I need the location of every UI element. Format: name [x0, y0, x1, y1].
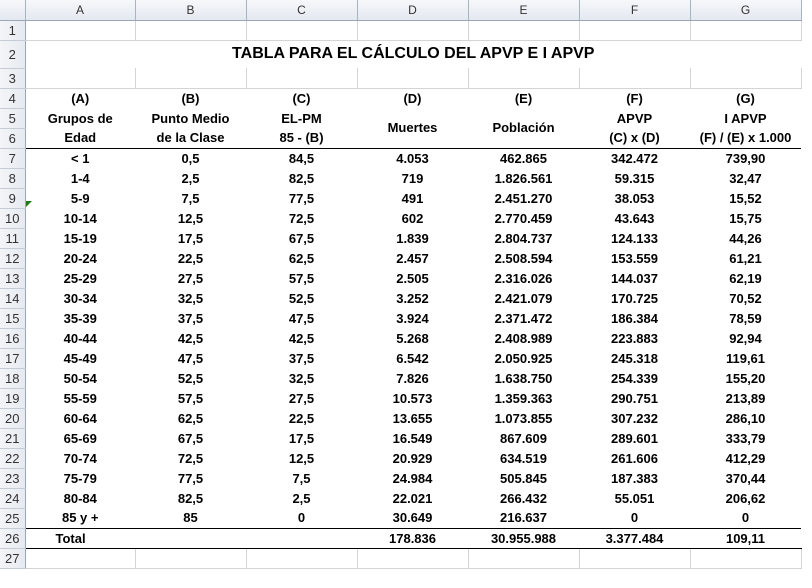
data-cell[interactable]: 2.770.459 [494, 210, 553, 226]
sheet-row [0, 288, 801, 308]
data-cell[interactable]: 2,5 [181, 170, 200, 186]
data-cell[interactable]: 370,44 [725, 470, 766, 486]
sheet-row [0, 40, 801, 68]
data-cell[interactable]: 170.725 [611, 290, 658, 306]
column-header-c[interactable]: C [246, 0, 357, 20]
row-header[interactable]: 6 [0, 128, 25, 148]
empty-cell[interactable] [357, 20, 468, 40]
total-label[interactable]: Total [25, 528, 135, 548]
data-cell[interactable]: 37,5 [177, 310, 204, 326]
data-cell[interactable]: 12,5 [177, 210, 204, 226]
data-cell[interactable]: 119,61 [725, 350, 766, 366]
header-cell[interactable]: (D) [357, 88, 468, 108]
empty-cell[interactable] [357, 68, 468, 88]
data-cell[interactable]: 85 y + [61, 510, 99, 526]
data-cell[interactable]: 7,5 [292, 470, 311, 486]
data-cell[interactable]: 30.649 [392, 510, 433, 526]
header-cell[interactable]: de la Clase [135, 128, 246, 148]
empty-cell[interactable] [579, 548, 690, 568]
data-cell[interactable]: 30-34 [63, 290, 97, 306]
data-cell[interactable]: 84,5 [288, 150, 315, 166]
header-cell[interactable]: Muertes [357, 108, 468, 148]
empty-cell[interactable] [25, 68, 135, 88]
sheet-row [0, 488, 801, 508]
sheet-row [0, 308, 801, 328]
data-cell[interactable]: 2.505 [396, 270, 429, 286]
row-header[interactable]: 16 [0, 328, 25, 348]
data-cell[interactable]: 40-44 [63, 330, 97, 346]
data-cell[interactable]: 55-59 [63, 390, 97, 406]
empty-cell[interactable] [690, 68, 801, 88]
header-cell[interactable]: (G) [690, 88, 801, 108]
data-cell[interactable]: 1-4 [70, 170, 90, 186]
data-cell[interactable]: 17,5 [177, 230, 204, 246]
data-cell[interactable]: 505.845 [500, 470, 547, 486]
data-cell[interactable]: 342.472 [611, 150, 658, 166]
data-cell[interactable]: 47,5 [288, 310, 315, 326]
sheet-row [0, 148, 801, 168]
column-header-b[interactable]: B [135, 0, 246, 20]
column-header-e[interactable]: E [468, 0, 579, 20]
data-cell[interactable]: 5-9 [70, 190, 90, 206]
row-header[interactable]: 1 [0, 20, 25, 40]
empty-cell[interactable] [246, 68, 357, 88]
data-cell[interactable]: 187.383 [611, 470, 658, 486]
data-cell[interactable]: 2.408.989 [494, 330, 553, 346]
row-header[interactable]: 3 [0, 68, 25, 88]
sheet-row [0, 188, 801, 208]
header-cell[interactable]: EL-PM [281, 110, 322, 126]
data-cell[interactable]: 206,62 [725, 490, 766, 506]
data-cell[interactable]: 223.883 [611, 330, 658, 346]
column-header-row [0, 0, 801, 20]
data-cell[interactable]: 78,59 [729, 310, 762, 326]
data-cell[interactable]: 55.051 [614, 490, 655, 506]
data-cell[interactable]: 186.384 [611, 310, 658, 326]
data-cell[interactable]: 57,5 [177, 390, 204, 406]
sheet-row [0, 408, 801, 428]
data-cell[interactable]: 77,5 [288, 190, 315, 206]
data-cell[interactable]: 213,89 [725, 390, 766, 406]
total-cell[interactable]: 178.836 [357, 528, 468, 548]
data-cell[interactable]: 4.053 [396, 150, 429, 166]
header-cell[interactable]: (C) x (D) [579, 128, 690, 148]
empty-cell[interactable] [690, 20, 801, 40]
row-header[interactable]: 20 [0, 408, 25, 428]
data-cell[interactable]: 124.133 [611, 230, 658, 246]
row-header[interactable]: 18 [0, 368, 25, 388]
column-header-d[interactable]: D [357, 0, 468, 20]
data-cell[interactable]: 602 [401, 210, 424, 226]
sheet-row [0, 368, 801, 388]
sheet-row [0, 528, 801, 548]
data-cell[interactable]: 32,5 [177, 290, 204, 306]
empty-cell[interactable] [579, 20, 690, 40]
data-cell[interactable]: 0,5 [181, 150, 200, 166]
data-cell[interactable]: 70,52 [729, 290, 762, 306]
header-cell[interactable]: I APVP [724, 110, 767, 126]
data-cell[interactable]: 52,5 [288, 290, 315, 306]
empty-cell[interactable] [25, 20, 135, 40]
data-cell[interactable]: 491 [401, 190, 424, 206]
data-cell[interactable]: 2.421.079 [494, 290, 553, 306]
sheet-row [0, 348, 801, 368]
row-header[interactable]: 5 [0, 108, 25, 128]
empty-cell[interactable] [246, 548, 357, 568]
sheet-row [0, 228, 801, 248]
row-header[interactable]: 15 [0, 308, 25, 328]
total-cell[interactable]: 3.377.484 [579, 528, 690, 548]
total-cell[interactable]: 30.955.988 [468, 528, 579, 548]
data-cell[interactable]: 216.637 [500, 510, 547, 526]
data-cell[interactable]: 38.053 [614, 190, 655, 206]
data-cell[interactable]: 1.359.363 [494, 390, 553, 406]
data-cell[interactable]: 25-29 [63, 270, 97, 286]
data-cell[interactable]: 0 [630, 510, 639, 526]
data-cell[interactable]: 22.021 [392, 490, 433, 506]
data-cell[interactable]: 72,5 [177, 450, 204, 466]
row-header[interactable]: 22 [0, 448, 25, 468]
row-header[interactable]: 9 [0, 188, 25, 208]
data-cell[interactable]: 62,19 [729, 270, 762, 286]
column-header-a[interactable]: A [25, 0, 135, 20]
data-cell[interactable]: 155,20 [725, 370, 766, 386]
row-header[interactable]: 10 [0, 208, 25, 228]
data-cell[interactable]: 462.865 [500, 150, 547, 166]
data-cell[interactable]: 7.826 [396, 370, 429, 386]
row-header[interactable]: 26 [0, 528, 25, 548]
data-cell[interactable]: 47,5 [177, 350, 204, 366]
row-header[interactable]: 11 [0, 228, 25, 248]
data-cell[interactable]: 245.318 [611, 350, 658, 366]
data-cell[interactable]: 62,5 [177, 410, 204, 426]
empty-cell[interactable] [468, 20, 579, 40]
data-cell[interactable]: 290.751 [611, 390, 658, 406]
data-cell[interactable]: 2,5 [292, 490, 311, 506]
data-cell[interactable]: 0 [297, 510, 306, 526]
sheet-row [0, 108, 801, 128]
data-cell[interactable]: 77,5 [177, 470, 204, 486]
sheet-row [0, 428, 801, 448]
error-indicator-icon [26, 201, 32, 207]
data-cell[interactable]: 2.371.472 [494, 310, 553, 326]
data-cell[interactable]: 266.432 [500, 490, 547, 506]
data-cell[interactable]: 2.451.270 [494, 190, 553, 206]
header-cell[interactable]: Edad [25, 128, 135, 148]
empty-cell[interactable] [135, 548, 246, 568]
empty-cell[interactable] [690, 548, 801, 568]
data-cell[interactable]: 22,5 [288, 410, 315, 426]
column-header-f[interactable]: F [579, 0, 690, 20]
header-cell[interactable]: (F) [579, 88, 690, 108]
data-cell[interactable]: 3.924 [396, 310, 429, 326]
data-cell[interactable]: 57,5 [288, 270, 315, 286]
data-cell[interactable]: 6.542 [396, 350, 429, 366]
row-header[interactable]: 13 [0, 268, 25, 288]
sheet-row [0, 88, 801, 108]
data-cell[interactable]: 67,5 [177, 430, 204, 446]
data-cell[interactable]: 412,29 [725, 450, 766, 466]
data-cell[interactable]: 15,52 [729, 190, 762, 206]
data-cell[interactable]: 72,5 [288, 210, 315, 226]
data-cell[interactable]: 333,79 [725, 430, 766, 446]
data-cell[interactable]: 286,10 [725, 410, 766, 426]
data-cell[interactable]: 867.609 [500, 430, 547, 446]
data-cell[interactable]: 60-64 [63, 410, 97, 426]
header-cell[interactable]: Grupos de [47, 110, 113, 126]
data-cell[interactable]: 15-19 [63, 230, 97, 246]
data-cell[interactable]: 27,5 [177, 270, 204, 286]
data-cell[interactable]: 261.606 [611, 450, 658, 466]
header-cell[interactable]: (F) / (E) x 1.000 [690, 128, 801, 148]
data-cell[interactable]: 153.559 [611, 250, 658, 266]
sheet-row [0, 208, 801, 228]
data-cell[interactable]: 739,90 [725, 150, 766, 166]
data-cell[interactable]: 17,5 [288, 430, 315, 446]
empty-cell[interactable] [25, 548, 135, 568]
data-cell[interactable]: 42,5 [288, 330, 315, 346]
data-cell[interactable]: 2.316.026 [494, 270, 553, 286]
data-cell[interactable]: 27,5 [288, 390, 315, 406]
row-header[interactable]: 4 [0, 88, 25, 108]
data-cell[interactable]: 45-49 [63, 350, 97, 366]
total-cell[interactable] [246, 528, 357, 548]
data-cell[interactable]: 42,5 [177, 330, 204, 346]
data-cell[interactable]: 35-39 [63, 310, 97, 326]
data-cell[interactable]: 75-79 [63, 470, 97, 486]
data-cell[interactable]: 16.549 [392, 430, 433, 446]
data-cell[interactable]: 62,5 [288, 250, 315, 266]
row-header[interactable]: 24 [0, 488, 25, 508]
row-header[interactable]: 8 [0, 168, 25, 188]
row-header[interactable]: 7 [0, 148, 25, 168]
data-cell[interactable]: 1.073.855 [494, 410, 553, 426]
data-cell[interactable]: 67,5 [288, 230, 315, 246]
data-cell[interactable]: 7,5 [181, 190, 200, 206]
data-cell[interactable]: 3.252 [396, 290, 429, 306]
data-cell[interactable]: 37,5 [288, 350, 315, 366]
empty-cell[interactable] [135, 68, 246, 88]
header-cell[interactable]: 85 - (B) [246, 128, 357, 148]
data-cell[interactable]: 92,94 [729, 330, 762, 346]
table-title[interactable]: TABLA PARA EL CÁLCULO DEL APVP E I APVP [232, 45, 595, 63]
data-cell[interactable]: 32,5 [288, 370, 315, 386]
header-cell[interactable]: (A) [25, 88, 135, 108]
data-cell[interactable]: 1.826.561 [494, 170, 553, 186]
data-cell[interactable]: 20.929 [392, 450, 433, 466]
data-cell[interactable]: 20-24 [63, 250, 97, 266]
total-cell[interactable] [135, 528, 246, 548]
data-cell[interactable]: 2.457 [396, 250, 429, 266]
sheet-row [0, 508, 801, 528]
data-cell[interactable]: 15,75 [729, 210, 762, 226]
data-cell[interactable]: 50-54 [63, 370, 97, 386]
data-cell[interactable]: 82,5 [177, 490, 204, 506]
empty-cell[interactable] [579, 68, 690, 88]
data-cell[interactable]: 2.804.737 [494, 230, 553, 246]
data-cell[interactable]: 80-84 [63, 490, 97, 506]
total-cell[interactable]: 109,11 [690, 528, 801, 548]
data-cell[interactable]: 12,5 [288, 450, 315, 466]
data-cell[interactable]: 22,5 [177, 250, 204, 266]
sheet-row [0, 168, 801, 188]
sheet-row [0, 448, 801, 468]
data-cell[interactable]: 5.268 [396, 330, 429, 346]
data-cell[interactable]: 634.519 [500, 450, 547, 466]
row-header[interactable]: 21 [0, 428, 25, 448]
data-cell[interactable]: 70-74 [63, 450, 97, 466]
row-header[interactable]: 17 [0, 348, 25, 368]
data-cell[interactable]: 2.508.594 [494, 250, 553, 266]
data-cell[interactable]: 307.232 [611, 410, 658, 426]
row-header[interactable]: 19 [0, 388, 25, 408]
select-all-corner[interactable] [0, 0, 25, 20]
sheet-row [0, 268, 801, 288]
column-header-g[interactable]: G [690, 0, 801, 20]
data-cell[interactable]: 65-69 [63, 430, 97, 446]
data-cell[interactable]: < 1 [71, 150, 90, 166]
data-cell[interactable]: 144.037 [611, 270, 658, 286]
data-cell[interactable]: 289.601 [611, 430, 658, 446]
data-cell[interactable]: 52,5 [177, 370, 204, 386]
data-cell[interactable]: 24.984 [392, 470, 433, 486]
empty-cell[interactable] [468, 68, 579, 88]
sheet-row [0, 68, 801, 88]
row-header[interactable]: 25 [0, 508, 25, 528]
sheet-row [0, 468, 801, 488]
data-cell[interactable]: 719 [401, 170, 424, 186]
empty-cell[interactable] [246, 20, 357, 40]
data-cell[interactable]: 10-14 [63, 210, 97, 226]
sheet-row [0, 20, 801, 40]
header-cell[interactable]: Población [468, 108, 579, 148]
data-cell[interactable]: 32,47 [729, 170, 762, 186]
data-cell[interactable]: 13.655 [392, 410, 433, 426]
data-cell[interactable]: 85 [183, 510, 198, 526]
header-cell[interactable]: (E) [468, 88, 579, 108]
row-header[interactable]: 12 [0, 248, 25, 268]
data-cell[interactable]: 10.573 [392, 390, 433, 406]
data-cell[interactable]: 2.050.925 [494, 350, 553, 366]
header-cell[interactable]: (C) [246, 88, 357, 108]
sheet-row [0, 388, 801, 408]
empty-cell[interactable] [357, 548, 468, 568]
header-cell[interactable]: (B) [135, 88, 246, 108]
data-cell[interactable]: 254.339 [611, 370, 658, 386]
header-cell[interactable]: APVP [616, 110, 653, 126]
data-cell[interactable]: 44,26 [729, 230, 762, 246]
row-header[interactable]: 23 [0, 468, 25, 488]
sheet-row [0, 328, 801, 348]
header-cell[interactable]: Punto Medio [151, 110, 230, 126]
data-cell[interactable]: 59.315 [614, 170, 655, 186]
empty-cell[interactable] [135, 20, 246, 40]
sheet-row [0, 548, 801, 568]
data-cell[interactable]: 0 [741, 510, 750, 526]
row-header[interactable]: 27 [0, 548, 25, 568]
data-cell[interactable]: 1.839 [396, 230, 429, 246]
data-cell[interactable]: 82,5 [288, 170, 315, 186]
empty-cell[interactable] [468, 548, 579, 568]
data-cell[interactable]: 1.638.750 [494, 370, 553, 386]
sheet-row [0, 248, 801, 268]
data-cell[interactable]: 61,21 [729, 250, 762, 266]
row-header[interactable]: 2 [0, 40, 25, 68]
row-header[interactable]: 14 [0, 288, 25, 308]
data-cell[interactable]: 43.643 [614, 210, 655, 226]
